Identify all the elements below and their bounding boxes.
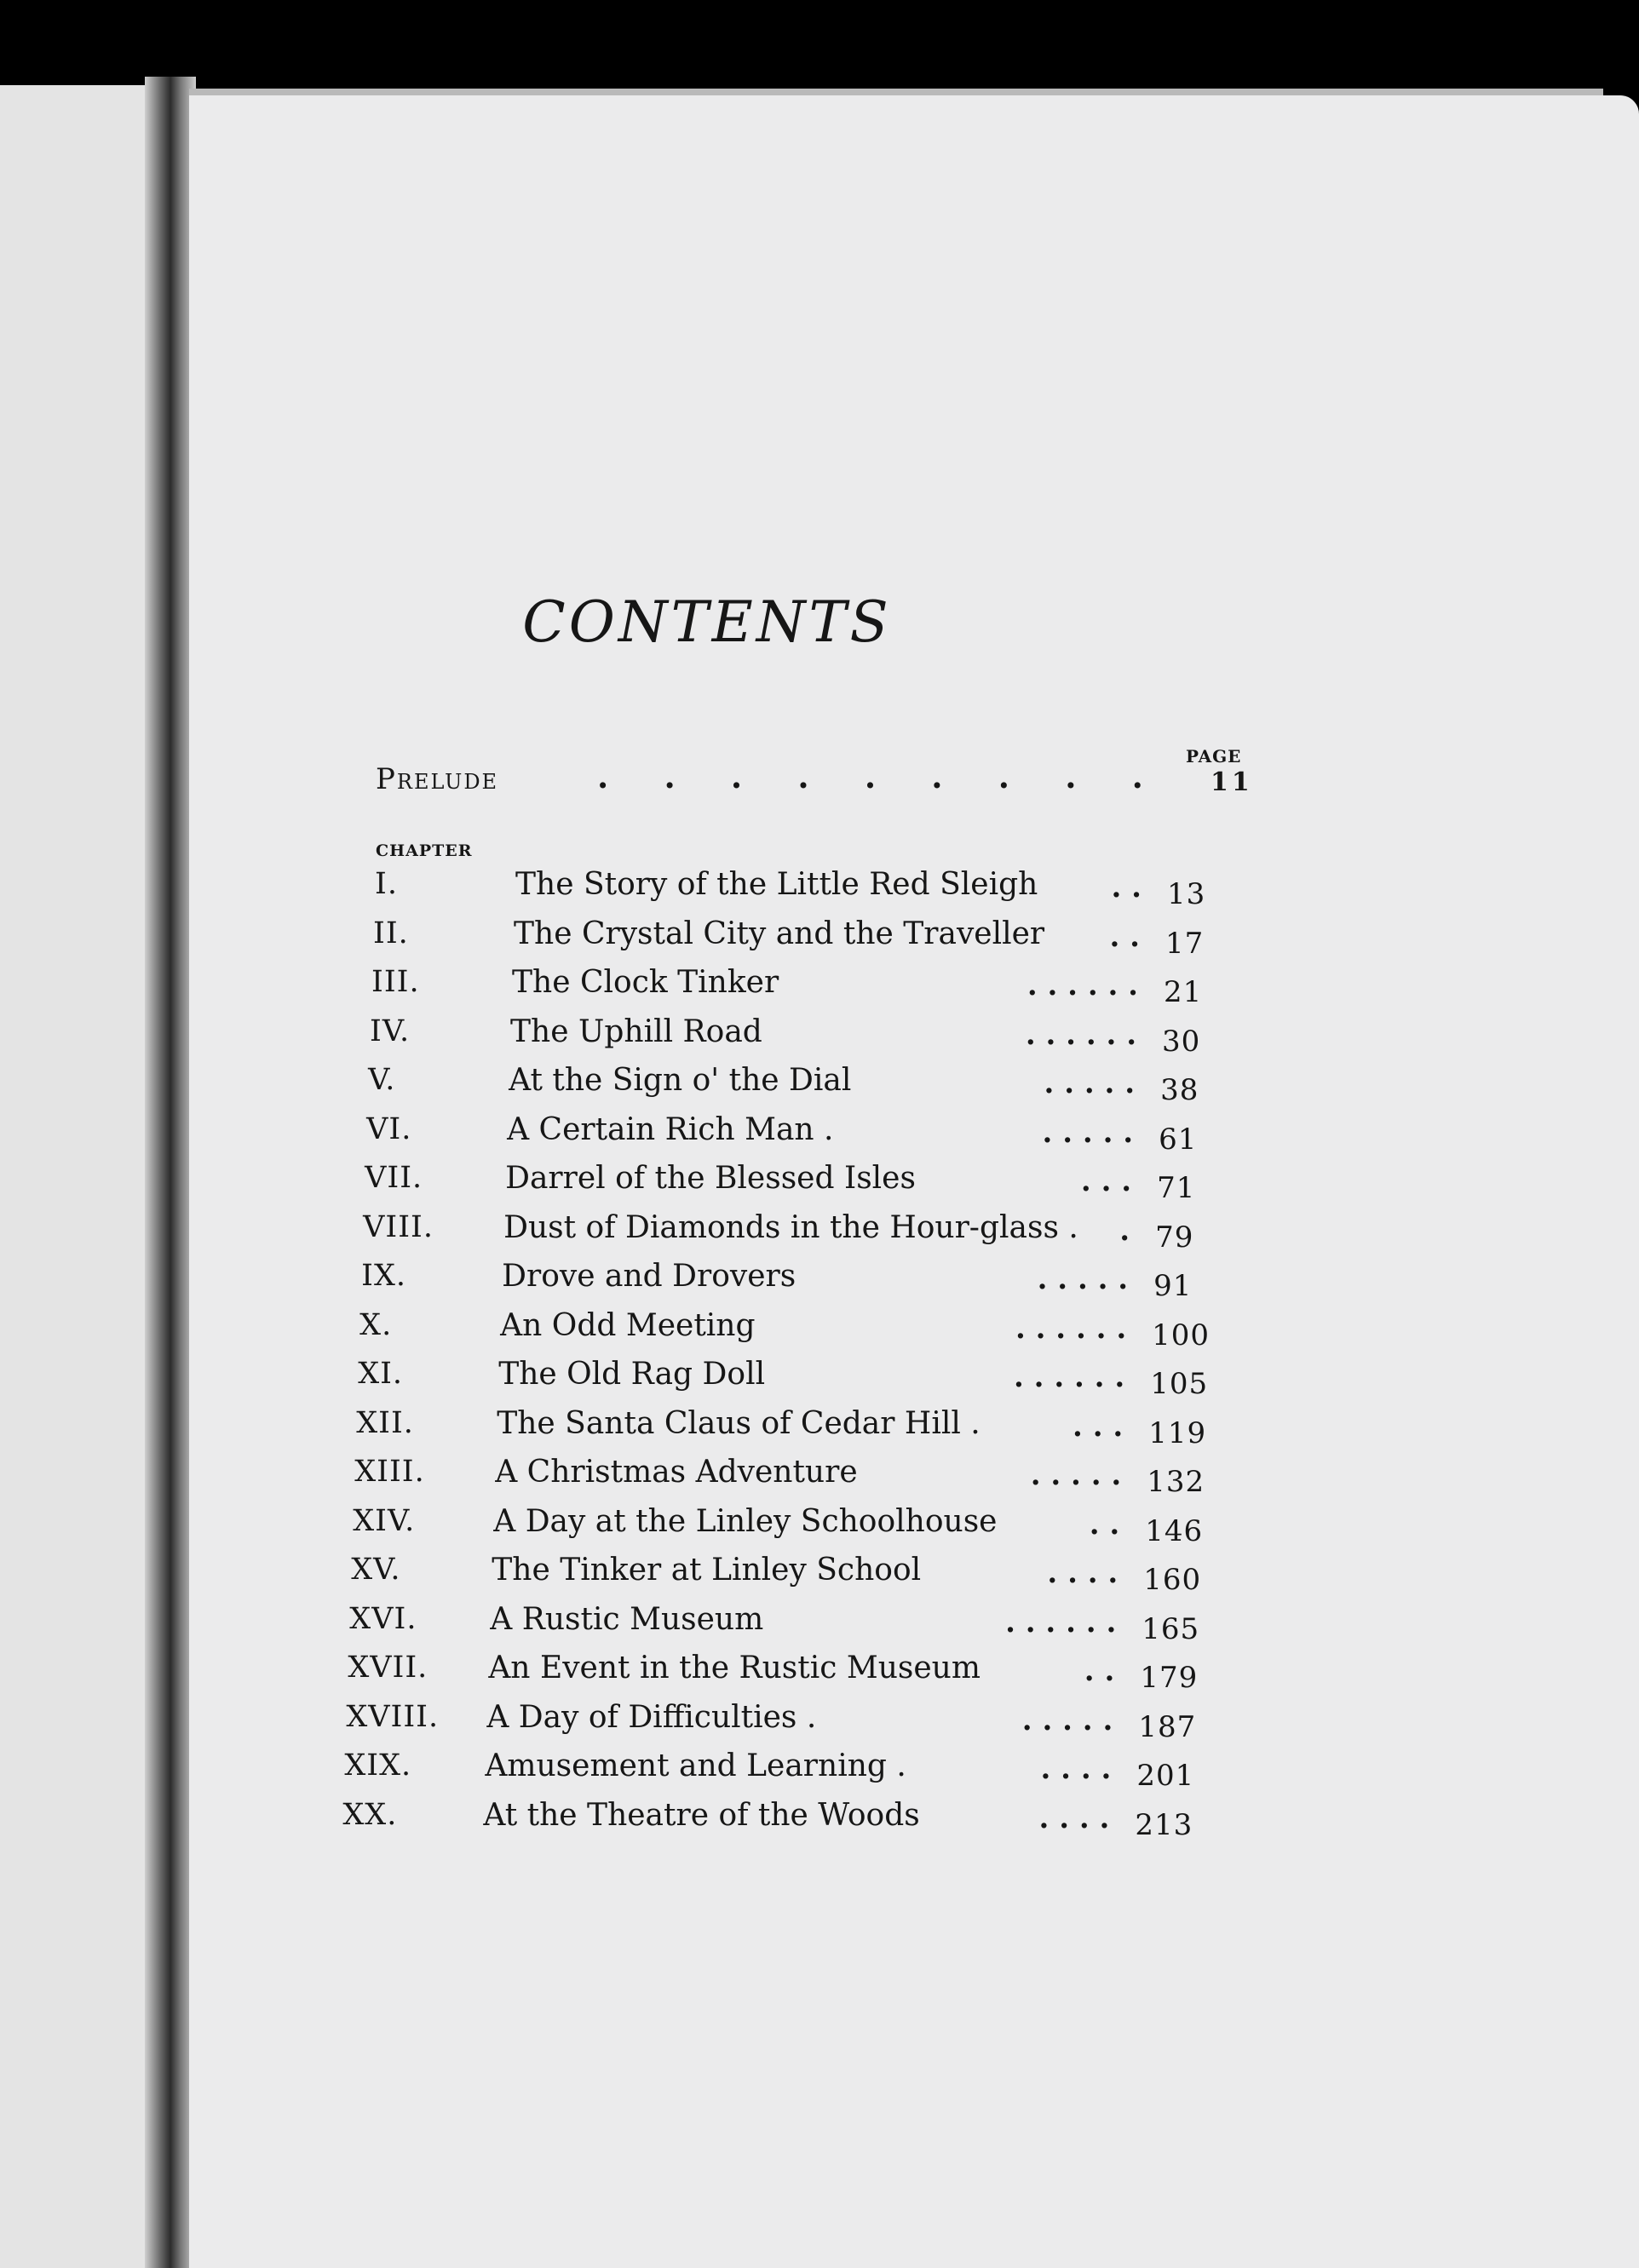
chapter-title: The Tinker at Linley School xyxy=(492,1553,922,1588)
leader-dots: . . . xyxy=(1073,1409,1124,1444)
table-row xyxy=(368,1063,1254,1107)
leader-dots: . . . . . . xyxy=(1025,1017,1137,1052)
chapter-title: The Old Rag Doll xyxy=(498,1357,766,1392)
chapter-number: I. xyxy=(375,867,398,901)
chapter-number: XVIII. xyxy=(346,1699,440,1734)
chapter-page-number: 160 xyxy=(1143,1563,1202,1597)
leader-dots: . . . . xyxy=(1047,1556,1119,1590)
table-row xyxy=(359,1307,1245,1352)
leader-dots: . . xyxy=(1089,1507,1120,1542)
chapter-title: A Rustic Museum xyxy=(490,1601,764,1637)
chapter-title: An Event in the Rustic Museum xyxy=(488,1651,981,1685)
leader-dots: . . . . . xyxy=(1037,1262,1129,1296)
prelude-entry xyxy=(376,757,1253,805)
chapter-page-number: 213 xyxy=(1135,1807,1193,1842)
leader-dots: . xyxy=(1119,1213,1130,1248)
leader-dots: . . . . . xyxy=(1030,1458,1122,1492)
chapter-page-number: 71 xyxy=(1157,1171,1196,1205)
chapter-title: At the Theatre of the Woods xyxy=(483,1797,920,1833)
chapter-page-number: 132 xyxy=(1147,1465,1205,1499)
chapter-number: XVI. xyxy=(349,1601,417,1636)
chapter-number: XI. xyxy=(358,1357,404,1391)
table-row xyxy=(365,1161,1251,1205)
chapter-page-number: 38 xyxy=(1160,1073,1199,1107)
chapter-column-label: CHAPTER xyxy=(376,841,473,860)
chapter-number: XX. xyxy=(342,1797,398,1832)
page-title: CONTENTS xyxy=(522,589,892,655)
prelude-label: Prelude xyxy=(376,762,499,796)
chapter-number: XII. xyxy=(356,1405,414,1440)
chapter-page-number: 17 xyxy=(1165,926,1205,961)
leader-dots: . . . . . . xyxy=(1015,1311,1127,1346)
chapter-number: III. xyxy=(371,965,420,999)
leader-dots: . . . . xyxy=(1040,1752,1112,1786)
table-row xyxy=(348,1651,1234,1695)
table-row xyxy=(351,1553,1237,1597)
chapter-number: XIII. xyxy=(354,1455,425,1489)
table-row xyxy=(370,1013,1256,1059)
chapter-page-number: 179 xyxy=(1140,1661,1199,1695)
leader-dots: . . . . . . xyxy=(1027,968,1139,1002)
table-row xyxy=(366,1111,1252,1157)
chapter-number: VI. xyxy=(366,1111,412,1146)
chapter-title: A Christmas Adventure xyxy=(495,1455,858,1490)
chapter-number: XIX. xyxy=(344,1748,412,1783)
chapter-title: A Certain Rich Man . xyxy=(507,1111,834,1147)
prelude-page-number: 11 xyxy=(1211,767,1253,797)
table-row xyxy=(373,916,1259,961)
chapter-number: X. xyxy=(359,1307,393,1342)
table-row xyxy=(363,1209,1249,1255)
chapter-number: IX. xyxy=(361,1259,407,1293)
chapter-number: XIV. xyxy=(353,1503,416,1538)
chapter-number: VII. xyxy=(365,1161,423,1195)
leader-dots: . . . . . xyxy=(1021,1702,1113,1737)
chapter-page-number: 100 xyxy=(1152,1318,1211,1352)
chapter-number: XV. xyxy=(351,1553,401,1587)
chapter-title: A Day at the Linley Schoolhouse xyxy=(493,1503,998,1539)
prelude-leader-dots: . . . . . . . . . xyxy=(597,757,1165,795)
page-column-label: PAGE xyxy=(1186,746,1242,767)
table-row xyxy=(361,1259,1247,1303)
chapter-title: The Crystal City and the Traveller xyxy=(514,916,1045,951)
chapter-title: The Uphill Road xyxy=(510,1013,762,1049)
chapter-page-number: 79 xyxy=(1155,1220,1194,1255)
chapter-page-number: 119 xyxy=(1148,1415,1207,1450)
table-row xyxy=(342,1797,1228,1842)
leader-dots: . . . . . xyxy=(1042,1115,1134,1150)
table-row xyxy=(346,1699,1232,1744)
chapter-number: II. xyxy=(373,916,409,950)
leader-dots: . . . xyxy=(1080,1164,1132,1198)
chapter-page-number: 21 xyxy=(1164,975,1203,1009)
chapter-title: A Day of Difficulties . xyxy=(486,1699,817,1735)
chapter-page-number: 61 xyxy=(1159,1122,1198,1157)
chapter-title: Darrel of the Blessed Isles xyxy=(505,1161,916,1196)
table-row xyxy=(356,1405,1242,1450)
table-row xyxy=(354,1455,1240,1499)
table-row xyxy=(371,965,1257,1009)
leader-dots: . . . . . . xyxy=(1005,1605,1117,1639)
chapter-title: The Story of the Little Red Sleigh xyxy=(515,867,1038,902)
chapter-number: VIII. xyxy=(363,1209,434,1244)
chapter-page-number: 187 xyxy=(1138,1709,1197,1744)
chapter-number: V. xyxy=(368,1063,396,1097)
chapter-title: Drove and Drovers xyxy=(502,1259,796,1294)
chapter-page-number: 201 xyxy=(1136,1759,1195,1793)
chapter-title: Dust of Diamonds in the Hour-glass . xyxy=(503,1209,1078,1245)
chapter-page-number: 146 xyxy=(1145,1513,1204,1548)
leader-dots: . . . . . . xyxy=(1013,1360,1125,1394)
table-row xyxy=(375,867,1261,911)
table-row xyxy=(349,1601,1235,1646)
chapter-title: An Odd Meeting xyxy=(500,1307,756,1343)
chapter-page-number: 13 xyxy=(1167,877,1206,911)
leader-dots: . . . . . xyxy=(1044,1066,1136,1100)
chapter-page-number: 30 xyxy=(1162,1024,1201,1059)
table-row xyxy=(353,1503,1239,1548)
chapter-title: At the Sign o' the Dial xyxy=(509,1063,852,1098)
table-row xyxy=(358,1357,1244,1401)
chapter-title: The Santa Claus of Cedar Hill . xyxy=(497,1405,981,1441)
leader-dots: . . xyxy=(1109,919,1141,954)
table-row xyxy=(344,1748,1230,1793)
chapter-page-number: 91 xyxy=(1153,1269,1193,1303)
chapter-page-number: 105 xyxy=(1150,1367,1209,1401)
chapter-number: XVII. xyxy=(348,1651,428,1685)
leader-dots: . . xyxy=(1111,870,1142,904)
chapter-page-number: 165 xyxy=(1142,1611,1200,1646)
chapter-number: IV. xyxy=(370,1013,411,1048)
leader-dots: . . . . xyxy=(1038,1800,1110,1835)
leader-dots: . . xyxy=(1084,1654,1115,1688)
chapter-title: Amusement and Learning . xyxy=(485,1748,906,1783)
chapter-title: The Clock Tinker xyxy=(512,965,779,1000)
